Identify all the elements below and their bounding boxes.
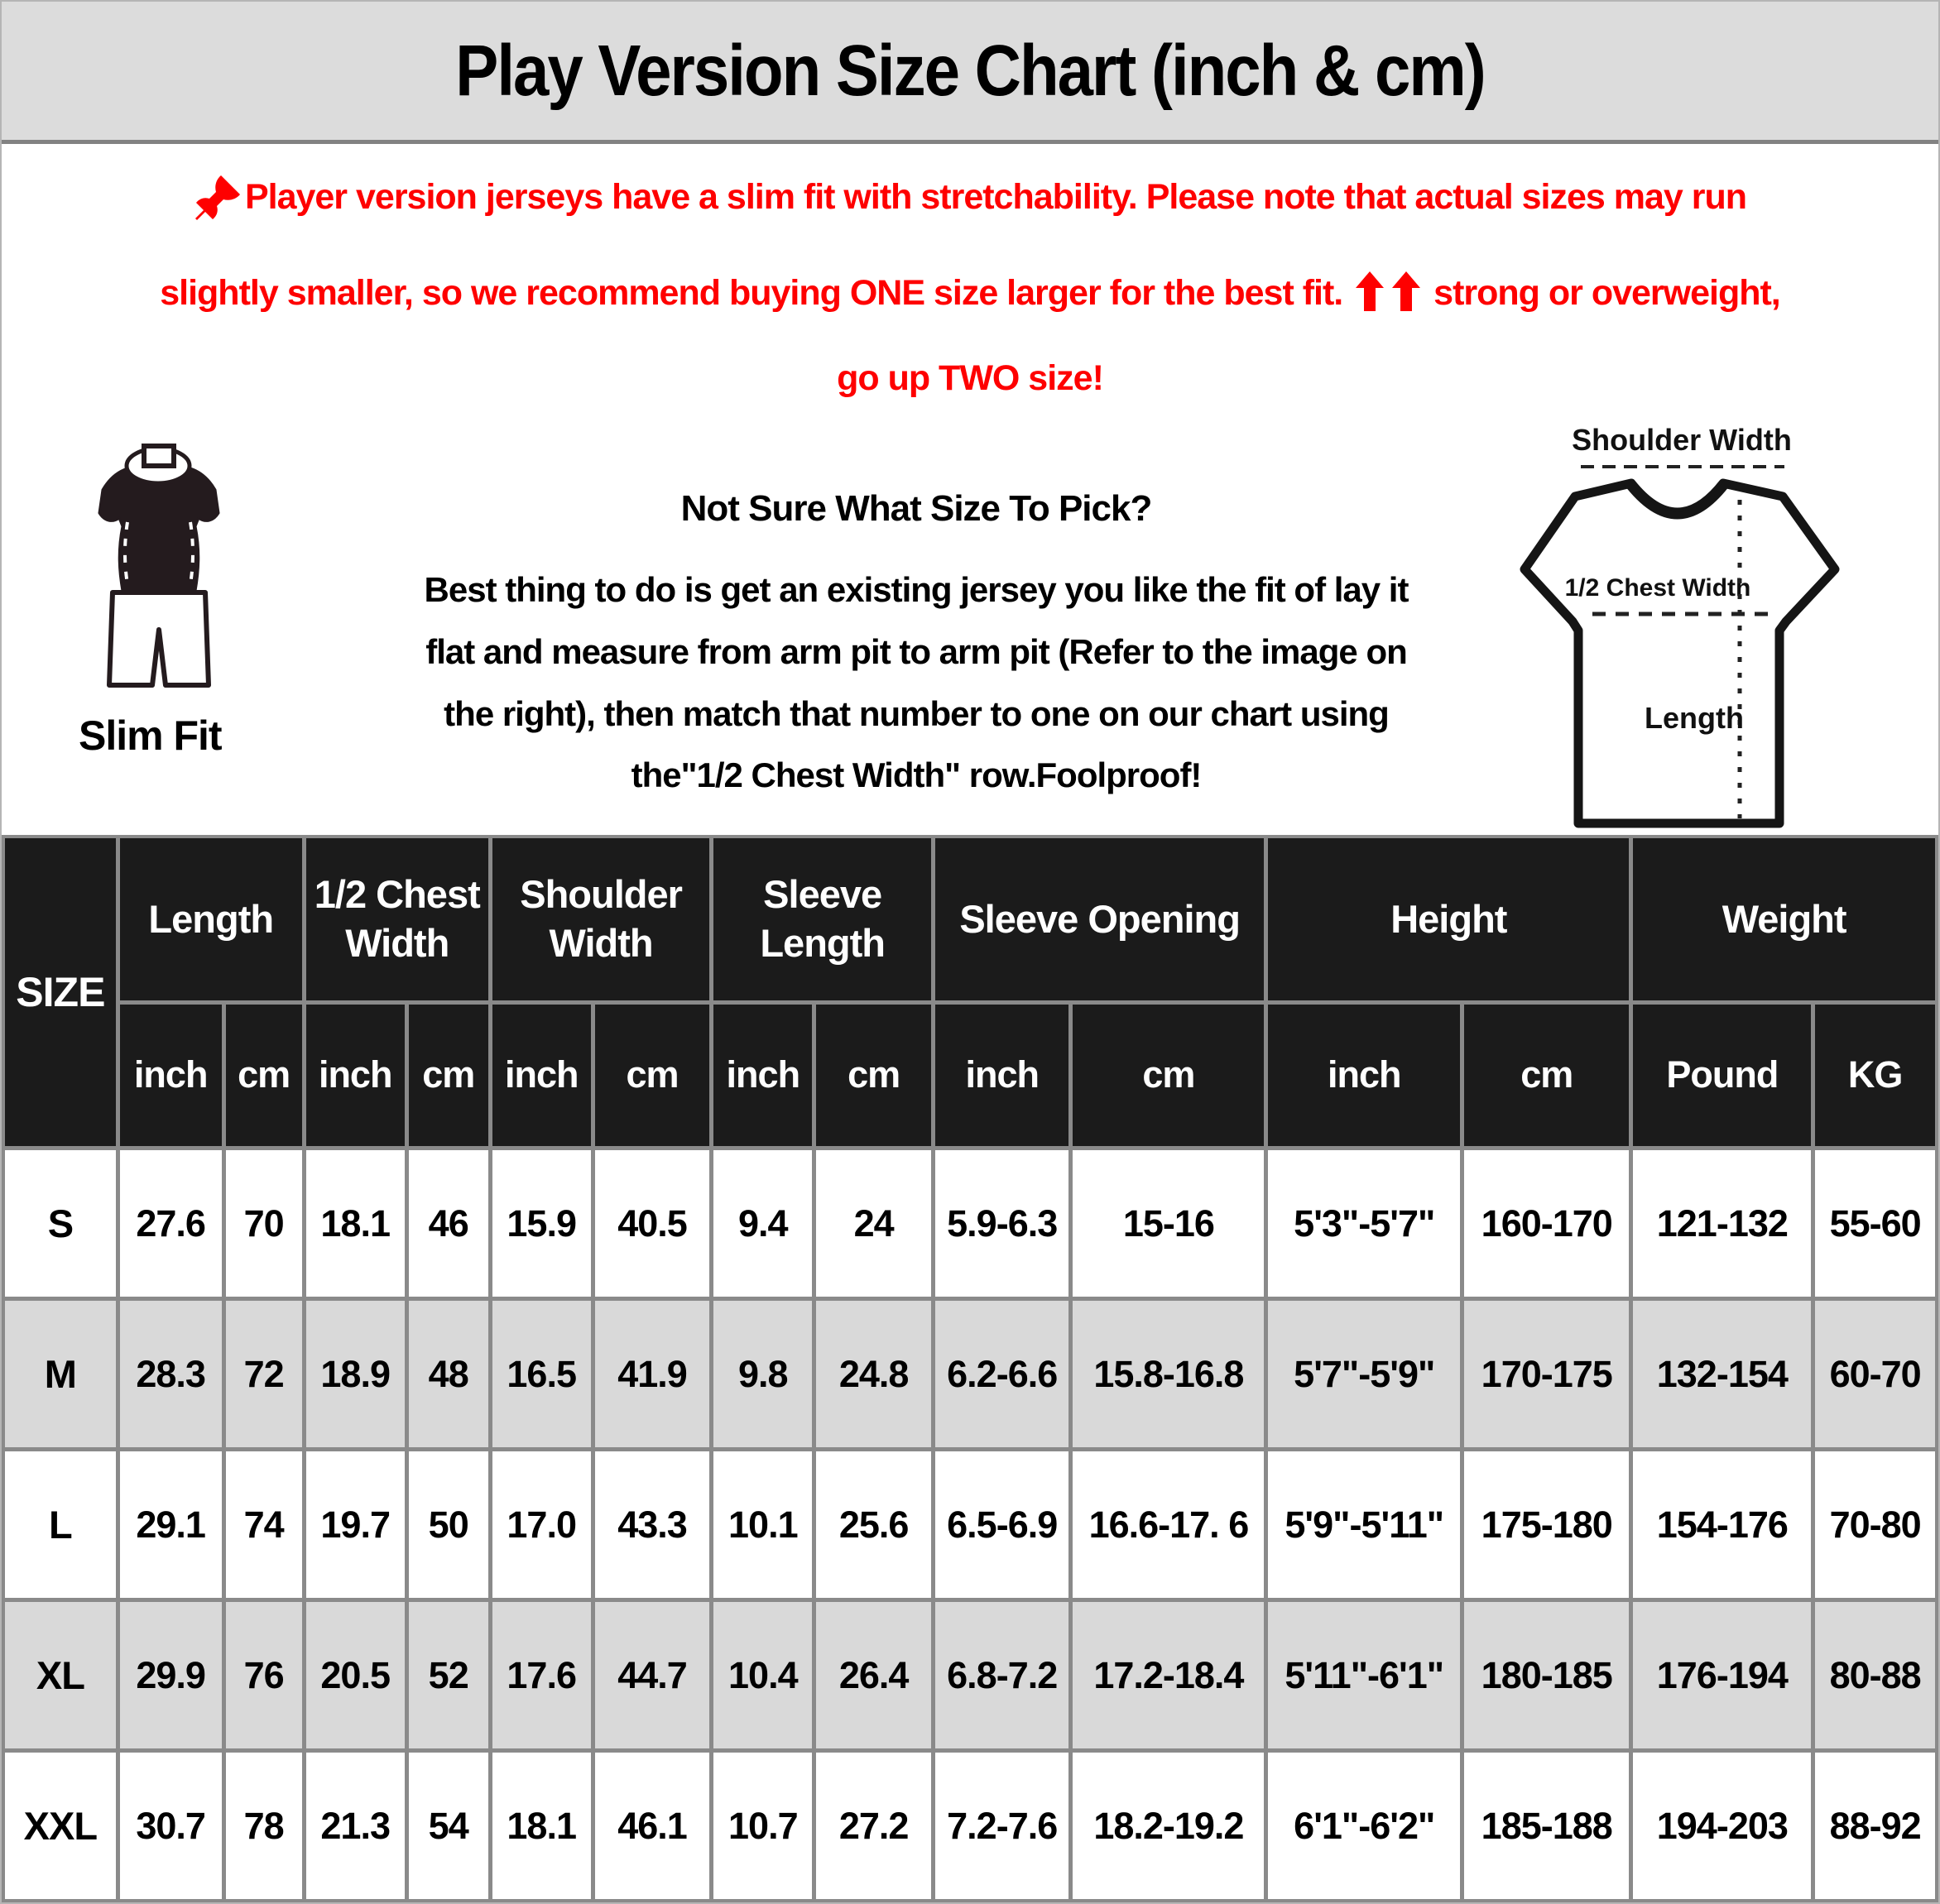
cell: 6.8-7.2: [935, 1602, 1069, 1748]
col-group-sleeve-length: Sleeve Length: [713, 838, 931, 1000]
cell: 180-185: [1464, 1602, 1629, 1748]
cell: 10.1: [713, 1451, 812, 1598]
cell: 154-176: [1633, 1451, 1811, 1598]
length-label: Length: [1645, 701, 1744, 735]
cell: 18.1: [306, 1150, 405, 1297]
col-sub-shoulder-cm: cm: [595, 1005, 710, 1146]
guide-heading: Not Sure What Size To Pick?: [680, 488, 1152, 529]
cell: 26.4: [816, 1602, 931, 1748]
cell: 6.5-6.9: [935, 1451, 1069, 1598]
guide-line: flat and measure from arm pit to arm pit (Refer to the image on: [425, 631, 1407, 671]
cell: 5'9"-5'11": [1268, 1451, 1460, 1598]
col-sub-chest-inch: inch: [306, 1005, 405, 1146]
cell: 175-180: [1464, 1451, 1629, 1598]
col-group-length: Length: [120, 838, 302, 1000]
cell: 18.2-19.2: [1073, 1753, 1264, 1899]
cell: 72: [226, 1301, 302, 1447]
slim-fit-label: Slim Fit: [79, 712, 222, 759]
cell: 7.2-7.6: [935, 1753, 1069, 1899]
cell: 88-92: [1815, 1753, 1935, 1899]
col-sub-sleevelen-inch: inch: [713, 1005, 812, 1146]
cell: 15.9: [492, 1150, 591, 1297]
notice-text-2b: strong or overweight,: [1433, 273, 1780, 313]
col-sub-height-cm: cm: [1464, 1005, 1629, 1146]
cell: 15.8-16.8: [1073, 1301, 1264, 1447]
cell: 194-203: [1633, 1753, 1811, 1899]
cell: 41.9: [595, 1301, 710, 1447]
cell: 17.6: [492, 1602, 591, 1748]
cell: 18.1: [492, 1753, 591, 1899]
cell: 6.2-6.6: [935, 1301, 1069, 1447]
fit-warning-note: [13, 172, 1927, 439]
col-sub-length-cm: cm: [226, 1005, 302, 1146]
notice-line-3: [13, 358, 1927, 398]
col-group-shoulder-width: Shoulder Width: [492, 838, 710, 1000]
cell: 132-154: [1633, 1301, 1811, 1447]
guide-line: Best thing to do is get an existing jersey you like the fit of lay it: [424, 570, 1409, 609]
cell: 70: [226, 1150, 302, 1297]
col-sub-sleevelen-cm: cm: [816, 1005, 931, 1146]
col-header-size: SIZE: [5, 838, 116, 1146]
col-sub-shoulder-inch: inch: [492, 1005, 591, 1146]
col-sub-length-inch: inch: [120, 1005, 222, 1146]
tshirt-measure-diagram: [1491, 407, 1938, 837]
cell: 74: [226, 1451, 302, 1598]
cell: 44.7: [595, 1602, 710, 1748]
cell: 24: [816, 1150, 931, 1297]
size-cell: L: [5, 1451, 116, 1598]
cell: 121-132: [1633, 1150, 1811, 1297]
up-arrow-icon: [1392, 271, 1420, 318]
cell: 170-175: [1464, 1301, 1629, 1447]
col-sub-weight-kg: KG: [1815, 1005, 1935, 1146]
cell: 46.1: [595, 1753, 710, 1899]
col-sub-chest-cm: cm: [409, 1005, 488, 1146]
size-cell: XL: [5, 1602, 116, 1748]
up-arrow-icon: [1356, 271, 1384, 318]
col-sub-weight-pound: Pound: [1633, 1005, 1811, 1146]
notice-text-2a: slightly smaller, so we recommend buying ONE size larger for the best fit.: [160, 273, 1343, 313]
cell: 17.0: [492, 1451, 591, 1598]
col-group-half-chest: 1/2 Chest Width: [306, 838, 488, 1000]
notice-text-1: Player version jerseys have a slim fit with stretchability. Please note that actual sizes may run: [244, 177, 1747, 217]
cell: 28.3: [120, 1301, 222, 1447]
size-cell: XXL: [5, 1753, 116, 1899]
guide-line: the right), then match that number to one on our chart using: [444, 693, 1389, 733]
cell: 27.6: [120, 1150, 222, 1297]
col-group-height: Height: [1268, 838, 1629, 1000]
cell: 5'7"-5'9": [1268, 1301, 1460, 1447]
cell: 19.7: [306, 1451, 405, 1598]
cell: 30.7: [120, 1753, 222, 1899]
col-group-weight: Weight: [1633, 838, 1935, 1000]
cell: 78: [226, 1753, 302, 1899]
cell: 29.9: [120, 1602, 222, 1748]
cell: 60-70: [1815, 1301, 1935, 1447]
cell: 48: [409, 1301, 488, 1447]
cell: 5.9-6.3: [935, 1150, 1069, 1297]
pushpin-icon: [194, 172, 243, 228]
guide-line: the"1/2 Chest Width" row.Foolproof!: [631, 755, 1202, 795]
half-chest-width-label: 1/2 Chest Width: [1564, 574, 1751, 602]
col-sub-height-inch: inch: [1268, 1005, 1460, 1146]
cell: 9.8: [713, 1301, 812, 1447]
cell: 6'1"-6'2": [1268, 1753, 1460, 1899]
notice-text-3: go up TWO size!: [837, 358, 1103, 398]
cell: 160-170: [1464, 1150, 1629, 1297]
cell: 21.3: [306, 1753, 405, 1899]
size-chart-table: [2, 835, 1938, 1902]
cell: 55-60: [1815, 1150, 1935, 1297]
cell: 29.1: [120, 1451, 222, 1598]
cell: 70-80: [1815, 1451, 1935, 1598]
cell: 76: [226, 1602, 302, 1748]
cell: 43.3: [595, 1451, 710, 1598]
cell: 46: [409, 1150, 488, 1297]
notice-line-2: [13, 271, 1927, 318]
cell: 25.6: [816, 1451, 931, 1598]
cell: 176-194: [1633, 1602, 1811, 1748]
notice-line-1: [13, 172, 1927, 228]
cell: 5'3"-5'7": [1268, 1150, 1460, 1297]
cell: 27.2: [816, 1753, 931, 1899]
cell: 9.4: [713, 1150, 812, 1297]
col-group-sleeve-opening: Sleeve Opening: [935, 838, 1264, 1000]
cell: 185-188: [1464, 1753, 1629, 1899]
cell: 52: [409, 1602, 488, 1748]
cell: 40.5: [595, 1150, 710, 1297]
shoulder-width-label: Shoulder Width: [1572, 423, 1792, 457]
slim-fit-figure-icon: [84, 444, 233, 701]
cell: 50: [409, 1451, 488, 1598]
sizing-guide: [349, 488, 1483, 807]
cell: 5'11"-6'1": [1268, 1602, 1460, 1748]
size-cell: S: [5, 1150, 116, 1297]
cell: 10.7: [713, 1753, 812, 1899]
cell: 18.9: [306, 1301, 405, 1447]
title-bar: [2, 2, 1938, 144]
cell: 16.6-17. 6: [1073, 1451, 1264, 1598]
cell: 17.2-18.4: [1073, 1602, 1264, 1748]
cell: 54: [409, 1753, 488, 1899]
cell: 16.5: [492, 1301, 591, 1447]
page-title: Play Version Size Chart (inch & cm): [455, 29, 1485, 112]
cell: 80-88: [1815, 1602, 1935, 1748]
cell: 10.4: [713, 1602, 812, 1748]
tshirt-outline: [1525, 483, 1835, 823]
cell: 15-16: [1073, 1150, 1264, 1297]
cell: 20.5: [306, 1602, 405, 1748]
col-sub-opening-cm: cm: [1073, 1005, 1264, 1146]
col-sub-opening-inch: inch: [935, 1005, 1069, 1146]
cell: 24.8: [816, 1301, 931, 1447]
size-cell: M: [5, 1301, 116, 1447]
